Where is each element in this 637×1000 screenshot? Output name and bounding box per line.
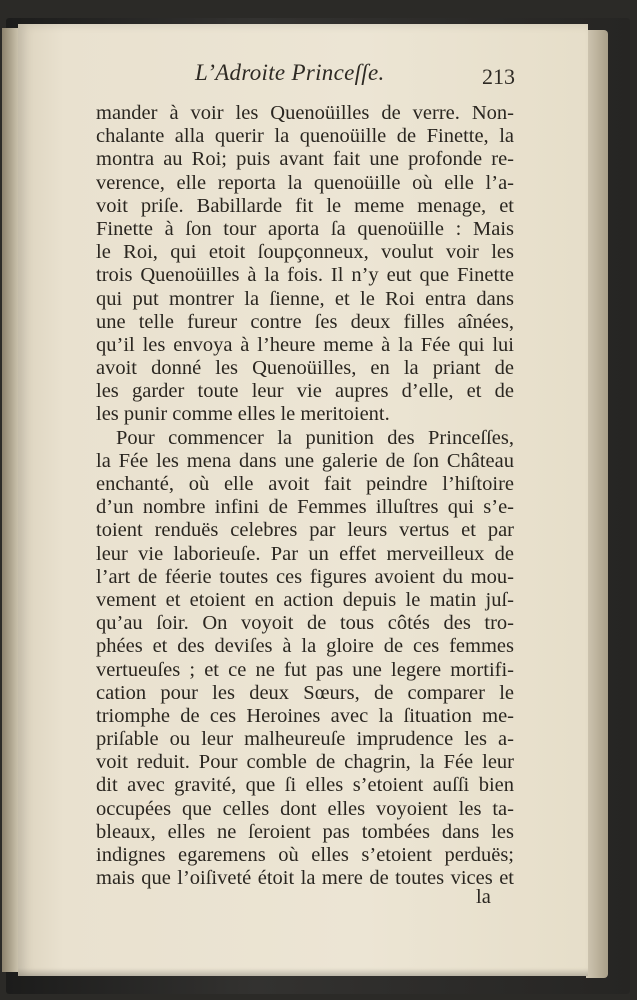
text-line: qui put montrer la ſienne, et le Roi entra dans [96,287,514,310]
text-line: voit reduit. Pour comble de chagrin, la Fée leur [96,751,514,774]
right-page-edges [586,30,608,978]
text-line: avoit donné les Quenoüilles, en la priant de [96,357,514,380]
text-line: mander à voir les Quenoüilles de verre. Non- [96,102,514,124]
text-line: indignes egaremens où elles s’etoient perduës; [96,844,514,866]
text-line: phées et des deviſes à la gloire de ces femmes [96,635,514,658]
text-line: dit avec gravité, que ſi elles s’etoient auſſi bien [96,774,514,797]
text-line: leur vie laborieuſe. Par un effet merveilleux de [96,542,514,565]
text-line: occupées que celles dont elles voyoient les ta- [96,797,514,820]
text-line: les punir comme elles le meritoient. [96,403,390,426]
text-line: qu’au ſoir. On voyoit de tous côtés des tro- [96,612,514,635]
text-line: mais que l’oiſiveté étoit la mere de toutes vices et [96,867,514,890]
text-line: le Roi, qui etoit ſoupçonneux, voulut voir les [96,241,514,264]
page-header [195,60,515,96]
text-line: la Fée les mena dans une galerie de ſon Château [96,449,514,472]
text-line: montra au Roi; puis avant fait une profonde re- [96,148,514,171]
text-line: vement et etoient en action depuis le matin juſ- [96,588,514,611]
page-bottom-shadow [18,968,588,976]
text-line: priſable ou leur malheureuſe imprudence les a- [96,728,514,751]
text-line: trois Quenoüilles à la fois. Il n’y eut que Finette [96,264,514,287]
text-line: cation pour les deux Sœurs, de comparer le [96,681,514,704]
text-line: Pour commencer la punition des Princeſſes, [116,426,514,449]
text-line: bleaux, elles ne ſeroient pas tombées dans les [96,820,514,843]
page-number: 213 [482,64,515,89]
text-line: Finette à ſon tour aporta ſa quenoüille : Mais [96,217,514,240]
body-text [96,102,514,890]
text-line: les garder toute leur vie aupres d’elle, et de [96,380,514,403]
running-title: L’Adroite Princeſſe. [195,60,385,85]
text-line: qu’il les envoya à l’heure meme à la Fée qui lui [96,333,514,356]
text-line: triomphe de ces Heroines avec la ſituation me- [96,704,514,727]
text-line: chalante alla querir la quenoüille de Finette, la [96,125,514,148]
text-line: voit priſe. Babillarde fit le meme menage, et [96,194,514,217]
text-line: vertueuſes ; et ce ne fut pas une legere mortifi- [96,658,514,681]
text-line: une telle fureur contre ſes deux filles aînées, [96,310,514,333]
text-line: l’art de féerie toutes ces figures avoient du mou- [96,565,514,588]
text-line: d’un nombre infini de Femmes illuſtres qui s’e- [96,496,514,519]
text-line: toient renduës celebres par leurs vertus et par [96,519,514,542]
catchword: la [476,886,491,908]
text-line: enchanté, où elle avoit fait peindre l’hiſtoire [96,473,514,495]
text-line: verence, elle reporta la quenoüille où elle l’a- [96,171,514,194]
